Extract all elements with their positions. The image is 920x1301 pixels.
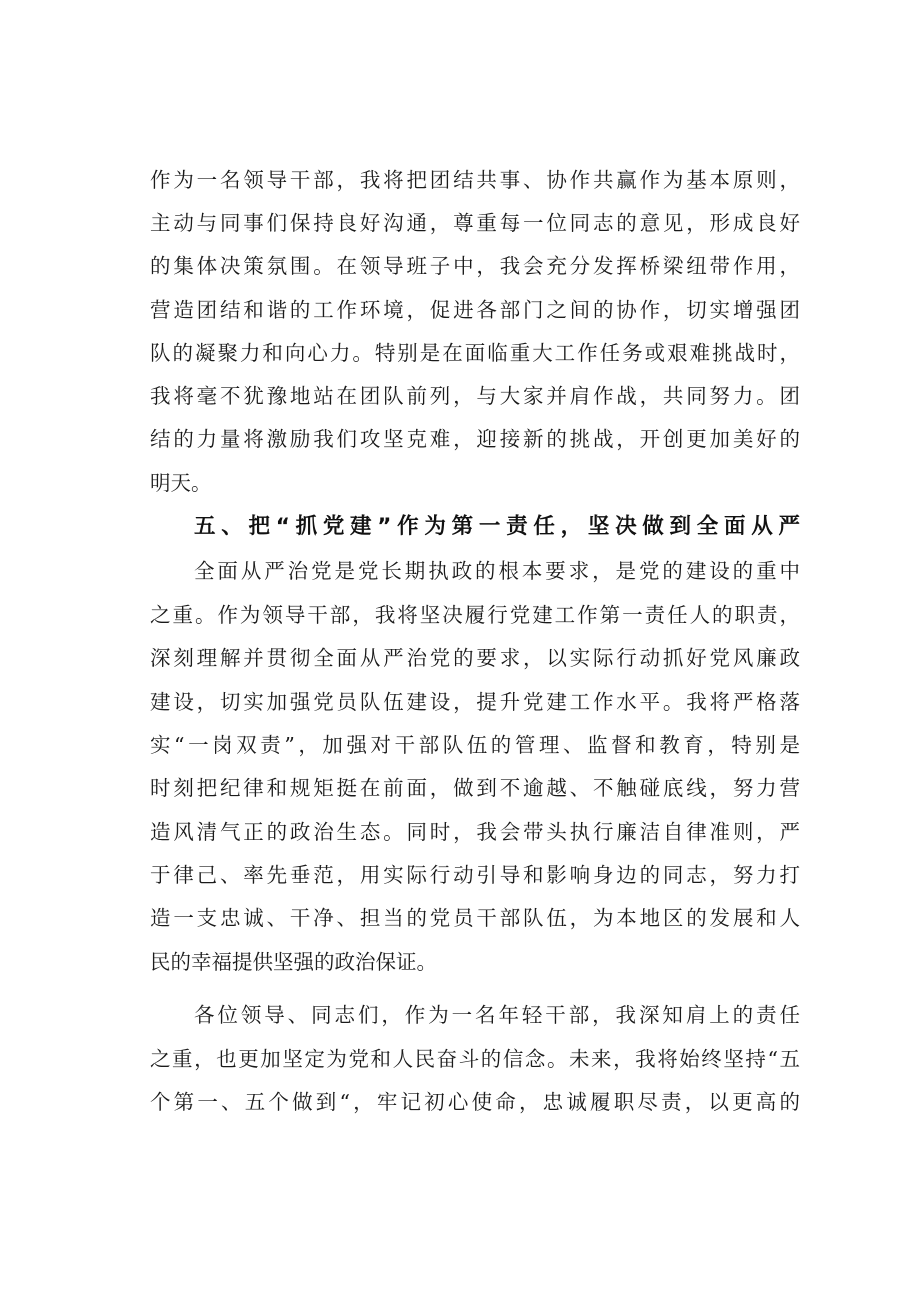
section-5-line-6: 时刻把纪律和规矩挺在前面，做到不逾越、不触碰底线，努力营 (150, 776, 800, 800)
section-5-line-10: 民的幸福提供坚强的政治保证。 (150, 950, 437, 974)
section-5-line-7: 造风清气正的政治生态。同时，我会带头执行廉洁自律准则，严 (150, 820, 800, 844)
paragraph-1-line-8: 明天。 (150, 471, 212, 495)
closing-line-3: 个第一、五个做到“，牢记初心使命，忠诚履职尽责，以更高的 (150, 1090, 800, 1114)
section-5-line-2: 之重。作为领导干部，我将坚决履行党建工作第一责任人的职责， (150, 603, 800, 627)
closing-line-2: 之重，也更加坚定为党和人民奋斗的信念。未来，我将始终坚持“五 (150, 1047, 800, 1071)
paragraph-1-line-4: 营造团结和谐的工作环境，促进各部门之间的协作，切实增强团 (150, 298, 800, 322)
section-5-line-8: 于律己、率先垂范，用实际行动引导和影响身边的同志，努力打 (150, 863, 800, 887)
section-5-line-4: 建设，切实加强党员队伍建设，提升党建工作水平。我将严格落 (150, 690, 800, 714)
section-5-line-9: 造一支忠诚、干净、担当的党员干部队伍，为本地区的发展和人 (150, 906, 800, 930)
paragraph-1-line-2: 主动与同事们保持良好沟通，尊重每一位同志的意见，形成良好 (150, 211, 800, 235)
paragraph-1-line-3: 的集体决策氛围。在领导班子中，我会充分发挥桥梁纽带作用， (150, 254, 800, 278)
paragraph-1-line-6: 我将毫不犹豫地站在团队前列，与大家并肩作战，共同努力。团 (150, 384, 800, 408)
section-5-line-3: 深刻理解并贯彻全面从严治党的要求，以实际行动抓好党风廉政 (150, 646, 800, 670)
paragraph-1-line-5: 队的凝聚力和向心力。特别是在面临重大工作任务或艰难挑战时， (150, 341, 800, 365)
section-5-line-1: 全面从严治党是党长期执政的根本要求，是党的建设的重中 (194, 559, 800, 583)
section-5-line-5: 实“一岗双责”，加强对干部队伍的管理、监督和教育，特别是 (150, 733, 800, 757)
paragraph-1-line-7: 结的力量将激励我们攻坚克难，迎接新的挑战，开创更加美好的 (150, 427, 800, 451)
section-5-heading: 五、把“抓党建”作为第一责任，坚决做到全面从严 (194, 514, 800, 539)
closing-line-1: 各位领导、同志们，作为一名年轻干部，我深知肩上的责任 (194, 1003, 800, 1027)
paragraph-1-line-1: 作为一名领导干部，我将把团结共事、协作共赢作为基本原则， (150, 168, 800, 192)
